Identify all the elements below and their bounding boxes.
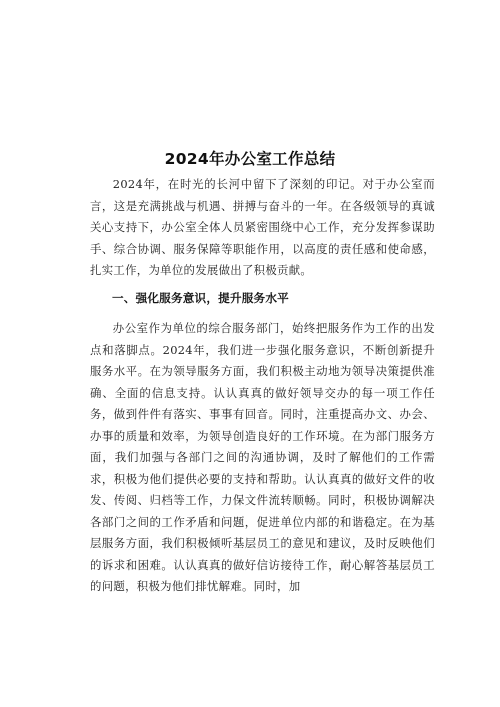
intro-paragraph: 2024年，在时光的长河中留下了深刻的印记。对于办公室而言，这是充满挑战与机遇、拼搏与奋斗的一年。在各级领导的真诚关心支持下，办公室全体人员紧密围绕中心工作，充分发挥参谋助手、综合协调、服务保障等职能作用，以高度的责任感和使命感，扎实工作，为单位的发展做出了积极贡献。 (90, 177, 435, 277)
section-heading: 一、强化服务意识，提升服务水平 (112, 291, 289, 305)
section-body-paragraph: 办公室作为单位的综合服务部门，始终把服务作为工作的出发点和落脚点。2024年，我们进一步强化服务意识，不断创新提升服务水平。在为领导服务方面，我们积极主动地为领导决策提供准确、全面的信息支持。认认真真的做好领导交办的每一项工作任务，做到件件有落实、事事有回音。同时，注重提高办文、办会、办事的质量和效率，为领导创造良好的工作环境。在为部门服务方面，我们加强与各部门之间的沟通协调，及时了解他们的工作需求，积极为他们提供必要的支持和帮助。认认真真的做好文件的收发、传阅、归档等工作，力保文件流转顺畅。同时，积极协调解决各部门之间的工作矛盾和问题，促进单位内部的和谐稳定。在为基层服务方面，我们积极倾听基层员工的意见和建议，及时反映他们的诉求和困难。认认真真的做好信访接待工作，耐心解答基层员工的问题，积极为他们排忧解难。同时，加 (90, 321, 435, 593)
document-title: 2024年办公室工作总结 (164, 150, 336, 168)
